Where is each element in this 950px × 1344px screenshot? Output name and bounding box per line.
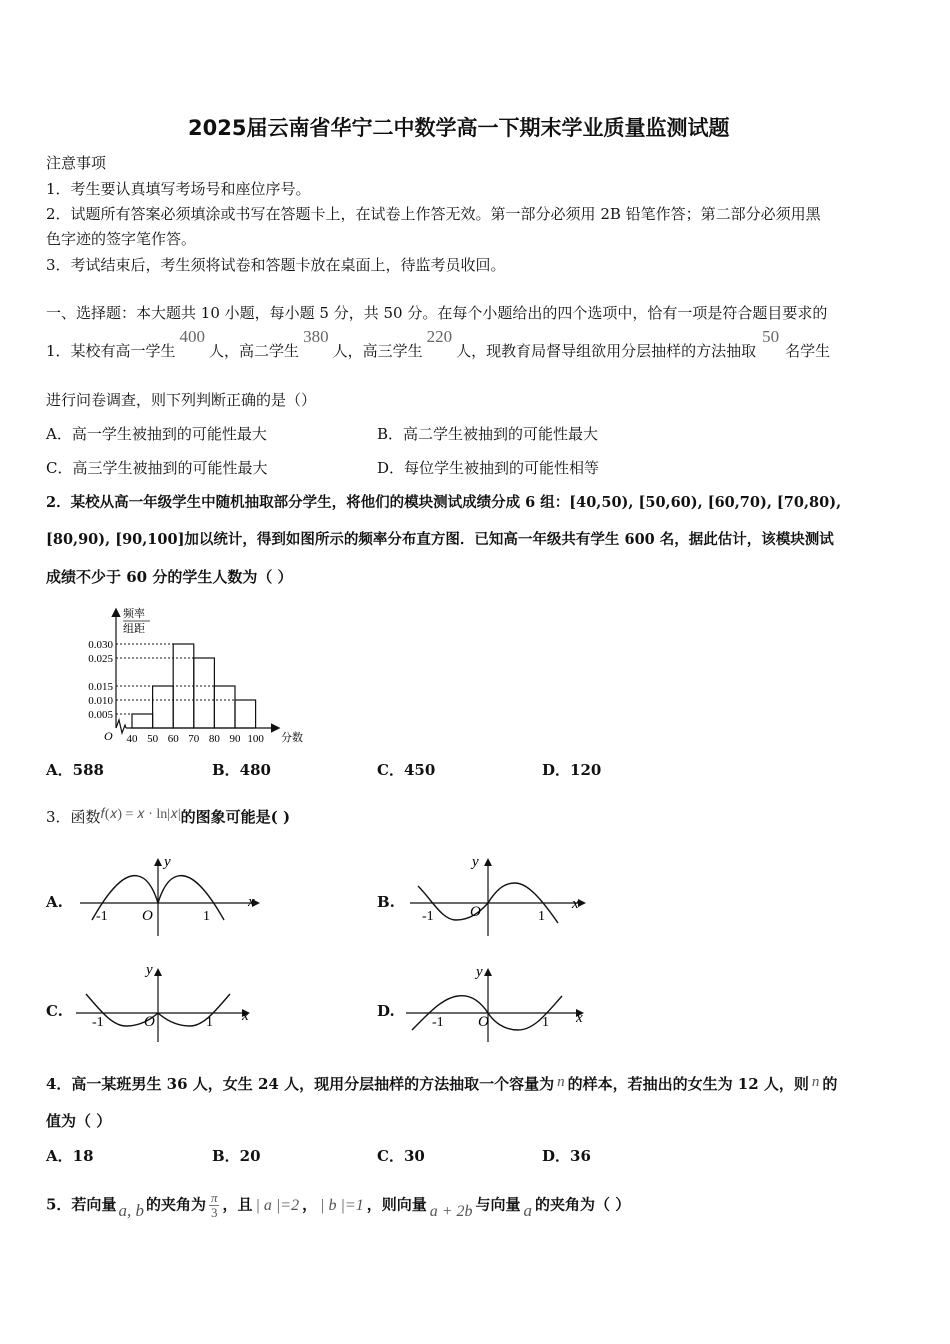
q4-line2: 值为（ ）: [46, 1112, 112, 1130]
q1-option-c: C．高三学生被抽到的可能性最大: [46, 459, 268, 477]
q5-fraction: [209, 1191, 220, 1220]
x-tick-label: 70: [188, 733, 200, 745]
q1-text: [46, 327, 831, 361]
q5-part5: 与向量: [475, 1195, 521, 1214]
graph-b-neg1: -1: [422, 909, 434, 924]
graph-b-origin: O: [470, 904, 481, 920]
notice-item-3: 3．考试结束后，考生须将试卷和答题卡放在桌面上，待监考员收回。: [46, 256, 506, 274]
y-tick-label: 0.005: [88, 709, 113, 721]
histogram-bar: [194, 658, 215, 728]
histogram-bar: [235, 700, 256, 728]
notice-item-1: 1．考生要认真填写考场号和座位序号。: [46, 180, 311, 198]
q3-graph-c: [70, 958, 270, 1048]
q4-var-n: n: [557, 1074, 565, 1090]
q4-option-a: A．18: [46, 1147, 94, 1165]
q1-num-380: 380: [303, 327, 329, 346]
frequency-histogram: [70, 600, 320, 750]
q5-pi: π: [210, 1190, 218, 1205]
y-tick-label: 0.015: [88, 681, 113, 693]
graph-c-neg1: -1: [92, 1015, 104, 1030]
graph-c-pos1: 1: [206, 1015, 213, 1030]
notice-heading: 注意事项: [46, 154, 107, 172]
q3-stem: [46, 806, 290, 827]
graph-b-x-label: x: [572, 896, 579, 912]
q5-a-plus-2b: a + 2b: [429, 1202, 473, 1220]
graph-a-y-label: y: [164, 854, 171, 870]
graph-a-x-label: x: [248, 894, 255, 910]
graph-d-y-label: y: [476, 964, 483, 980]
q4-var-n-2: n: [811, 1074, 820, 1090]
q5-stem: [46, 1191, 630, 1220]
x-tick-label: 50: [147, 733, 159, 745]
q5-part2: 的夹角为: [145, 1195, 206, 1214]
histogram-bar: [214, 686, 235, 728]
q4-part3: 的: [822, 1075, 838, 1093]
graph-a-origin: O: [142, 908, 153, 924]
y-label-top: 频率: [123, 608, 145, 620]
q3-graph-d: [400, 958, 600, 1048]
graph-d-neg1: -1: [432, 1015, 444, 1030]
x-axis-label: 分数: [281, 732, 303, 744]
section-heading: 一、选择题：本大题共 10 小题，每小题 5 分，共 50 分。在每个小题给出的四个选项中，恰有一项是符合题目要求的: [46, 304, 828, 322]
graph-c-origin: O: [144, 1014, 155, 1030]
q4-option-b: B．20: [212, 1147, 261, 1165]
q1-part2: 人，高二学生: [209, 342, 300, 360]
q1-option-d: D．每位学生被抽到的可能性相等: [377, 459, 600, 477]
q3-graph-b: [400, 848, 600, 938]
q1-option-b: B．高二学生被抽到的可能性最大: [377, 425, 599, 443]
graph-d-y-arrow: [484, 968, 492, 976]
q1-num-400: 400: [179, 327, 206, 346]
page-title: 2025届云南省华宁二中数学高一下期末学业质量监测试题: [188, 116, 730, 140]
q5-vec-ab: a, b: [118, 1200, 144, 1220]
x-tick-label: 60: [167, 733, 179, 745]
y-label-bottom: 组距: [123, 623, 145, 635]
q5-vec-a: a: [523, 1200, 533, 1220]
graph-a-y-arrow: [154, 858, 162, 866]
y-tick-label: 0.025: [88, 653, 113, 665]
graph-d-x-label: x: [576, 1010, 583, 1026]
q1-part4: 人，现教育局督导组欲用分层抽样的方法抽取: [456, 342, 757, 360]
q3-formula: 𝑓(𝑥) = 𝑥 · ln|𝑥|: [100, 807, 181, 822]
x-tick-label: 80: [208, 733, 220, 745]
q5-three: 3: [210, 1205, 218, 1220]
q3-graph-a: [70, 848, 270, 938]
histogram-bar: [132, 714, 153, 728]
q3-suffix: 的图象可能是( ): [180, 808, 291, 826]
q1-part1: 1．某校有高一学生: [46, 342, 176, 360]
histogram-bar: [153, 686, 174, 728]
q1-line2: 进行问卷调查，则下列判断正确的是（）: [46, 391, 317, 409]
q1-num-50: 50: [762, 327, 780, 346]
q3-option-a-label: A.: [46, 893, 63, 911]
graph-a-neg1: -1: [96, 909, 108, 924]
q5-b-mag: | b |=1: [320, 1196, 364, 1214]
q2-option-d: D．120: [542, 761, 602, 779]
x-tick-label: 100: [247, 733, 264, 745]
graph-b-x-arrow: [578, 899, 586, 907]
q5-a-mag: | a |=2: [255, 1196, 300, 1214]
q3-option-c-label: C.: [46, 1002, 63, 1020]
q2-option-b: B．480: [212, 761, 271, 779]
origin-label: O: [104, 729, 113, 743]
q4-part1: 4．高一某班男生 36 人，女生 24 人，现用分层抽样的方法抽取一个容量为: [46, 1075, 555, 1093]
q2-option-a: A．588: [46, 761, 104, 779]
q5-part3: ，且: [222, 1195, 253, 1214]
graph-a-pos1: 1: [203, 909, 210, 924]
q2-line2: [80,90), [90,100]加以统计，得到如图所示的频率分布直方图．已知高一年级共有学生 600 名，据此估计，该模块测试: [46, 531, 834, 548]
y-tick-label: 0.010: [88, 695, 113, 707]
graph-b-pos1: 1: [538, 909, 545, 924]
q4-option-d: D．36: [542, 1147, 591, 1165]
x-tick-label: 40: [126, 733, 138, 745]
q4-line1: [46, 1073, 837, 1094]
axis-break: [116, 720, 126, 733]
notice-item-2-cont: 色字迹的签字笔作答。: [46, 230, 197, 248]
q2-line3: 成绩不少于 60 分的学生人数为（ ）: [46, 568, 293, 586]
notice-item-2: 2．试题所有答案必须填涂或书写在答题卡上，在试卷上作答无效。第一部分必须用 2B 铅笔作答；第二部分必须用黑: [46, 205, 821, 223]
graph-c-y-arrow: [154, 968, 162, 976]
q5-part1: 5．若向量: [46, 1195, 117, 1214]
graph-d-pos1: 1: [542, 1015, 549, 1030]
q1-part5: 名学生: [785, 342, 831, 360]
q3-option-b-label: B.: [377, 893, 395, 911]
q1-num-220: 220: [426, 327, 453, 346]
q5-comma: ，: [302, 1195, 318, 1214]
q2-line1: 2．某校从高一年级学生中随机抽取部分学生，将他们的模块测试成绩分成 6 组：[40,50), [50,60), [60,70), [70,80),: [46, 494, 842, 511]
q4-part2: 的样本，若抽出的女生为 12 人，则: [567, 1075, 809, 1093]
graph-b-y-arrow: [484, 858, 492, 866]
q3-option-d-label: D.: [377, 1002, 395, 1020]
x-tick-label: 90: [229, 733, 241, 745]
q4-option-c: C．30: [377, 1147, 425, 1165]
q5-part4: ，则向量: [366, 1195, 427, 1214]
q2-option-c: C．450: [377, 761, 436, 779]
q1-option-a: A．高一学生被抽到的可能性最大: [46, 425, 267, 443]
q3-prefix: 3．函数: [46, 808, 101, 826]
graph-b-y-label: y: [472, 854, 479, 870]
graph-c-y-label: y: [146, 962, 153, 978]
graph-c-x-label: x: [242, 1008, 249, 1024]
q5-part6: 的夹角为（ ）: [535, 1195, 631, 1214]
y-tick-label: 0.030: [88, 639, 113, 651]
q1-part3: 人，高三学生: [332, 342, 423, 360]
graph-d-origin: O: [478, 1014, 489, 1030]
